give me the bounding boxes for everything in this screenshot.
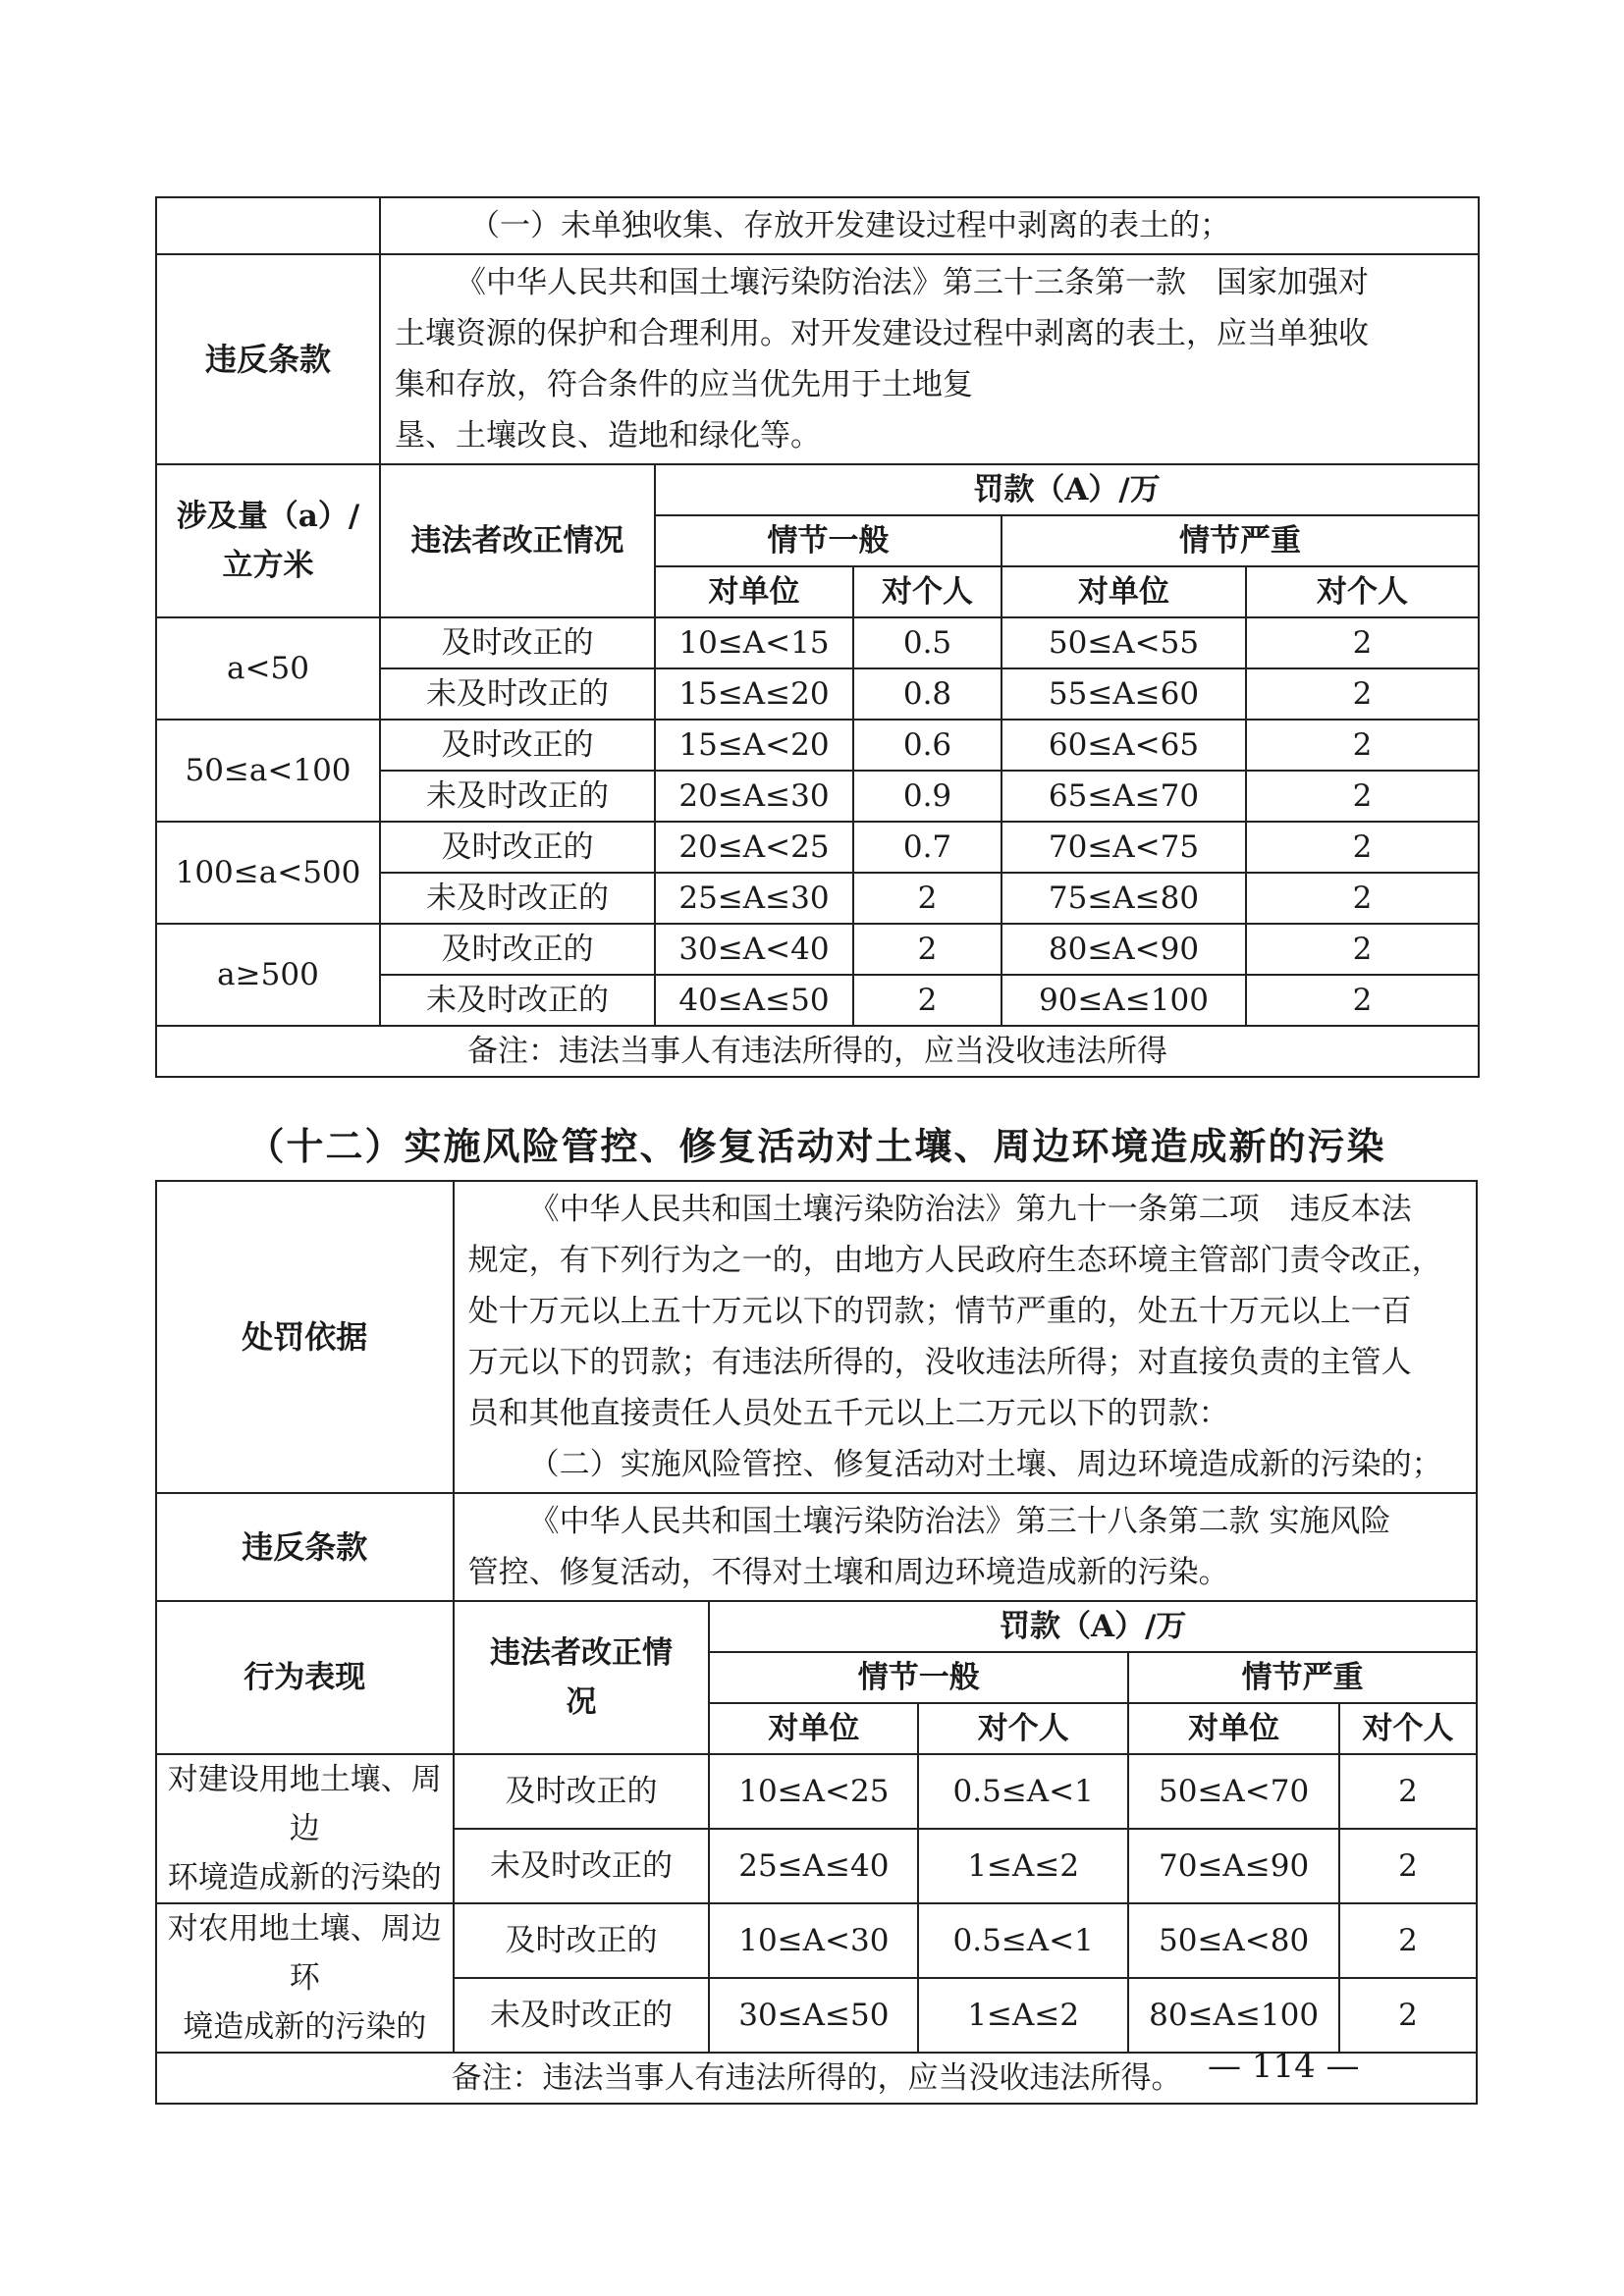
header-person: 对个人 [1339, 1703, 1477, 1754]
serious-unit-cell: 60≤A<65 [1001, 720, 1246, 771]
general-person-cell: 2 [853, 924, 1001, 975]
header-serious: 情节严重 [1001, 515, 1479, 566]
general-person-cell: 1≤A≤2 [918, 1829, 1128, 1903]
header-general: 情节一般 [709, 1652, 1128, 1703]
violation-line: 管控、修复活动，不得对土壤和周边环境造成新的污染。 [467, 1555, 1229, 1590]
general-unit-cell: 40≤A≤50 [655, 975, 853, 1026]
serious-person-cell: 2 [1339, 1978, 1477, 2053]
amount-range: a≥500 [156, 924, 380, 1026]
header-person: 对个人 [853, 566, 1001, 617]
header-correction-line: 况 [566, 1684, 597, 1720]
basis-line: 处十万元以上五十万元以下的罚款；情节严重的，处五十万元以上一百 [467, 1294, 1412, 1329]
violation-text [454, 1493, 1477, 1601]
serious-unit-cell: 75≤A≤80 [1001, 873, 1246, 924]
basis-text [454, 1181, 1477, 1493]
header-correction: 违法者改正情况 [380, 464, 655, 617]
header-unit: 对单位 [655, 566, 853, 617]
violation-text [380, 254, 1479, 464]
behavior-line: 对建设用地土壤、周边 [167, 1762, 442, 1846]
amount-range: 50≤a<100 [156, 720, 380, 822]
general-person-cell: 0.8 [853, 668, 1001, 720]
correction-cell: 及时改正的 [380, 924, 655, 975]
header-fine: 罚款（A）/万 [655, 464, 1479, 515]
behavior-cell [156, 1754, 454, 1903]
serious-person-cell: 2 [1339, 1903, 1477, 1978]
general-unit-cell: 10≤A<15 [655, 617, 853, 668]
amount-range: a<50 [156, 617, 380, 720]
violation-line: 集和存放，符合条件的应当优先用于土地复 [395, 367, 973, 402]
serious-unit-cell: 65≤A≤70 [1001, 771, 1246, 822]
general-person-cell: 0.5 [853, 617, 1001, 668]
header-unit: 对单位 [709, 1703, 918, 1754]
violation-label: 违反条款 [156, 254, 380, 464]
header-person: 对个人 [1246, 566, 1479, 617]
table-note: 备注：违法当事人有违法所得的，应当没收违法所得。 [156, 2053, 1477, 2104]
general-person-cell: 2 [853, 975, 1001, 1026]
table-row [156, 1754, 1477, 1829]
header-person: 对个人 [918, 1703, 1128, 1754]
correction-cell: 未及时改正的 [454, 1978, 710, 2053]
header-correction-line: 违法者改正情 [490, 1635, 673, 1671]
general-unit-cell: 15≤A<20 [655, 720, 853, 771]
basis-line: 员和其他直接责任人员处五千元以上二万元以下的罚款： [467, 1396, 1229, 1431]
header-unit: 对单位 [1128, 1703, 1339, 1754]
general-unit-cell: 10≤A<30 [709, 1903, 918, 1978]
violation-label: 违反条款 [156, 1493, 454, 1601]
serious-person-cell: 2 [1246, 873, 1479, 924]
correction-cell: 未及时改正的 [380, 771, 655, 822]
correction-cell: 及时改正的 [380, 720, 655, 771]
general-unit-cell: 10≤A<25 [709, 1754, 918, 1829]
general-unit-cell: 25≤A≤30 [655, 873, 853, 924]
serious-unit-cell: 70≤A≤90 [1128, 1829, 1339, 1903]
blank-label-cell [156, 197, 380, 254]
penalty-table-1 [155, 196, 1480, 1078]
violation-line: 土壤资源的保护和合理利用。对开发建设过程中剥离的表土，应当单独收 [395, 316, 1369, 351]
correction-cell: 未及时改正的 [380, 975, 655, 1026]
header-fine: 罚款（A）/万 [709, 1601, 1477, 1652]
general-person-cell: 1≤A≤2 [918, 1978, 1128, 2053]
table-row [156, 720, 1479, 771]
general-person-cell: 0.7 [853, 822, 1001, 873]
general-unit-cell: 30≤A<40 [655, 924, 853, 975]
serious-person-cell: 2 [1246, 822, 1479, 873]
header-amount: 涉及量（a）/立方米 [156, 464, 380, 617]
violation-line: 垦、土壤改良、造地和绿化等。 [395, 418, 821, 454]
header-general: 情节一般 [655, 515, 1001, 566]
table-row [156, 1903, 1477, 1978]
correction-cell: 未及时改正的 [380, 668, 655, 720]
general-unit-cell: 20≤A≤30 [655, 771, 853, 822]
violation-line: 《中华人民共和国土壤污染防治法》第三十八条第二款 实施风险 [528, 1504, 1391, 1539]
serious-unit-cell: 50≤A<55 [1001, 617, 1246, 668]
serious-unit-cell: 50≤A<80 [1128, 1903, 1339, 1978]
serious-person-cell: 2 [1246, 720, 1479, 771]
behavior-line: 境造成新的污染的 [183, 2009, 427, 2045]
serious-unit-cell: 90≤A≤100 [1001, 975, 1246, 1026]
correction-cell: 及时改正的 [380, 617, 655, 668]
behavior-cell [156, 1903, 454, 2053]
serious-unit-cell: 80≤A≤100 [1128, 1978, 1339, 2053]
general-person-cell: 2 [853, 873, 1001, 924]
header-serious: 情节严重 [1128, 1652, 1477, 1703]
header-behavior: 行为表现 [156, 1601, 454, 1754]
serious-unit-cell: 70≤A<75 [1001, 822, 1246, 873]
table-row [156, 617, 1479, 668]
serious-person-cell: 2 [1246, 617, 1479, 668]
serious-unit-cell: 80≤A<90 [1001, 924, 1246, 975]
serious-unit-cell: 55≤A≤60 [1001, 668, 1246, 720]
section-title: （十二）实施风险管控、修复活动对土壤、周边环境造成新的污染 [246, 1124, 1386, 1168]
general-person-cell: 0.5≤A<1 [918, 1903, 1128, 1978]
correction-cell: 及时改正的 [454, 1903, 710, 1978]
penalty-table-2 [155, 1180, 1478, 2105]
general-unit-cell: 25≤A≤40 [709, 1829, 918, 1903]
header-unit: 对单位 [1001, 566, 1246, 617]
serious-person-cell: 2 [1246, 924, 1479, 975]
basis-label: 处罚依据 [156, 1181, 454, 1493]
table-row [156, 822, 1479, 873]
serious-person-cell: 2 [1246, 771, 1479, 822]
page-number: — 114 — [1208, 2047, 1360, 2086]
behavior-line: 对农用地土壤、周边环 [167, 1911, 442, 1996]
general-person-cell: 0.6 [853, 720, 1001, 771]
violation-line: 《中华人民共和国土壤污染防治法》第三十三条第一款 国家加强对 [456, 265, 1369, 300]
correction-cell: 未及时改正的 [454, 1829, 710, 1903]
top-item-text: （一）未单独收集、存放开发建设过程中剥离的表土的； [380, 197, 1479, 254]
amount-range: 100≤a<500 [156, 822, 380, 924]
serious-person-cell: 2 [1339, 1754, 1477, 1829]
general-person-cell: 0.5≤A<1 [918, 1754, 1128, 1829]
serious-person-cell: 2 [1246, 668, 1479, 720]
basis-line: 规定，有下列行为之一的，由地方人民政府生态环境主管部门责令改正， [467, 1243, 1442, 1278]
general-unit-cell: 20≤A<25 [655, 822, 853, 873]
basis-line: 《中华人民共和国土壤污染防治法》第九十一条第二项 违反本法 [528, 1192, 1412, 1227]
basis-line: 万元以下的罚款；有违法所得的，没收违法所得；对直接负责的主管人 [467, 1345, 1412, 1380]
correction-cell: 未及时改正的 [380, 873, 655, 924]
header-correction [454, 1601, 710, 1754]
general-unit-cell: 30≤A≤50 [709, 1978, 918, 2053]
serious-unit-cell: 50≤A<70 [1128, 1754, 1339, 1829]
correction-cell: 及时改正的 [380, 822, 655, 873]
table-row [156, 924, 1479, 975]
general-person-cell: 0.9 [853, 771, 1001, 822]
basis-line: （二）实施风险管控、修复活动对土壤、周边环境造成新的污染的； [528, 1447, 1442, 1482]
general-unit-cell: 15≤A≤20 [655, 668, 853, 720]
serious-person-cell: 2 [1339, 1829, 1477, 1903]
correction-cell: 及时改正的 [454, 1754, 710, 1829]
table-note: 备注：违法当事人有违法所得的，应当没收违法所得 [156, 1026, 1479, 1077]
behavior-line: 环境造成新的污染的 [167, 1860, 442, 1896]
serious-person-cell: 2 [1246, 975, 1479, 1026]
